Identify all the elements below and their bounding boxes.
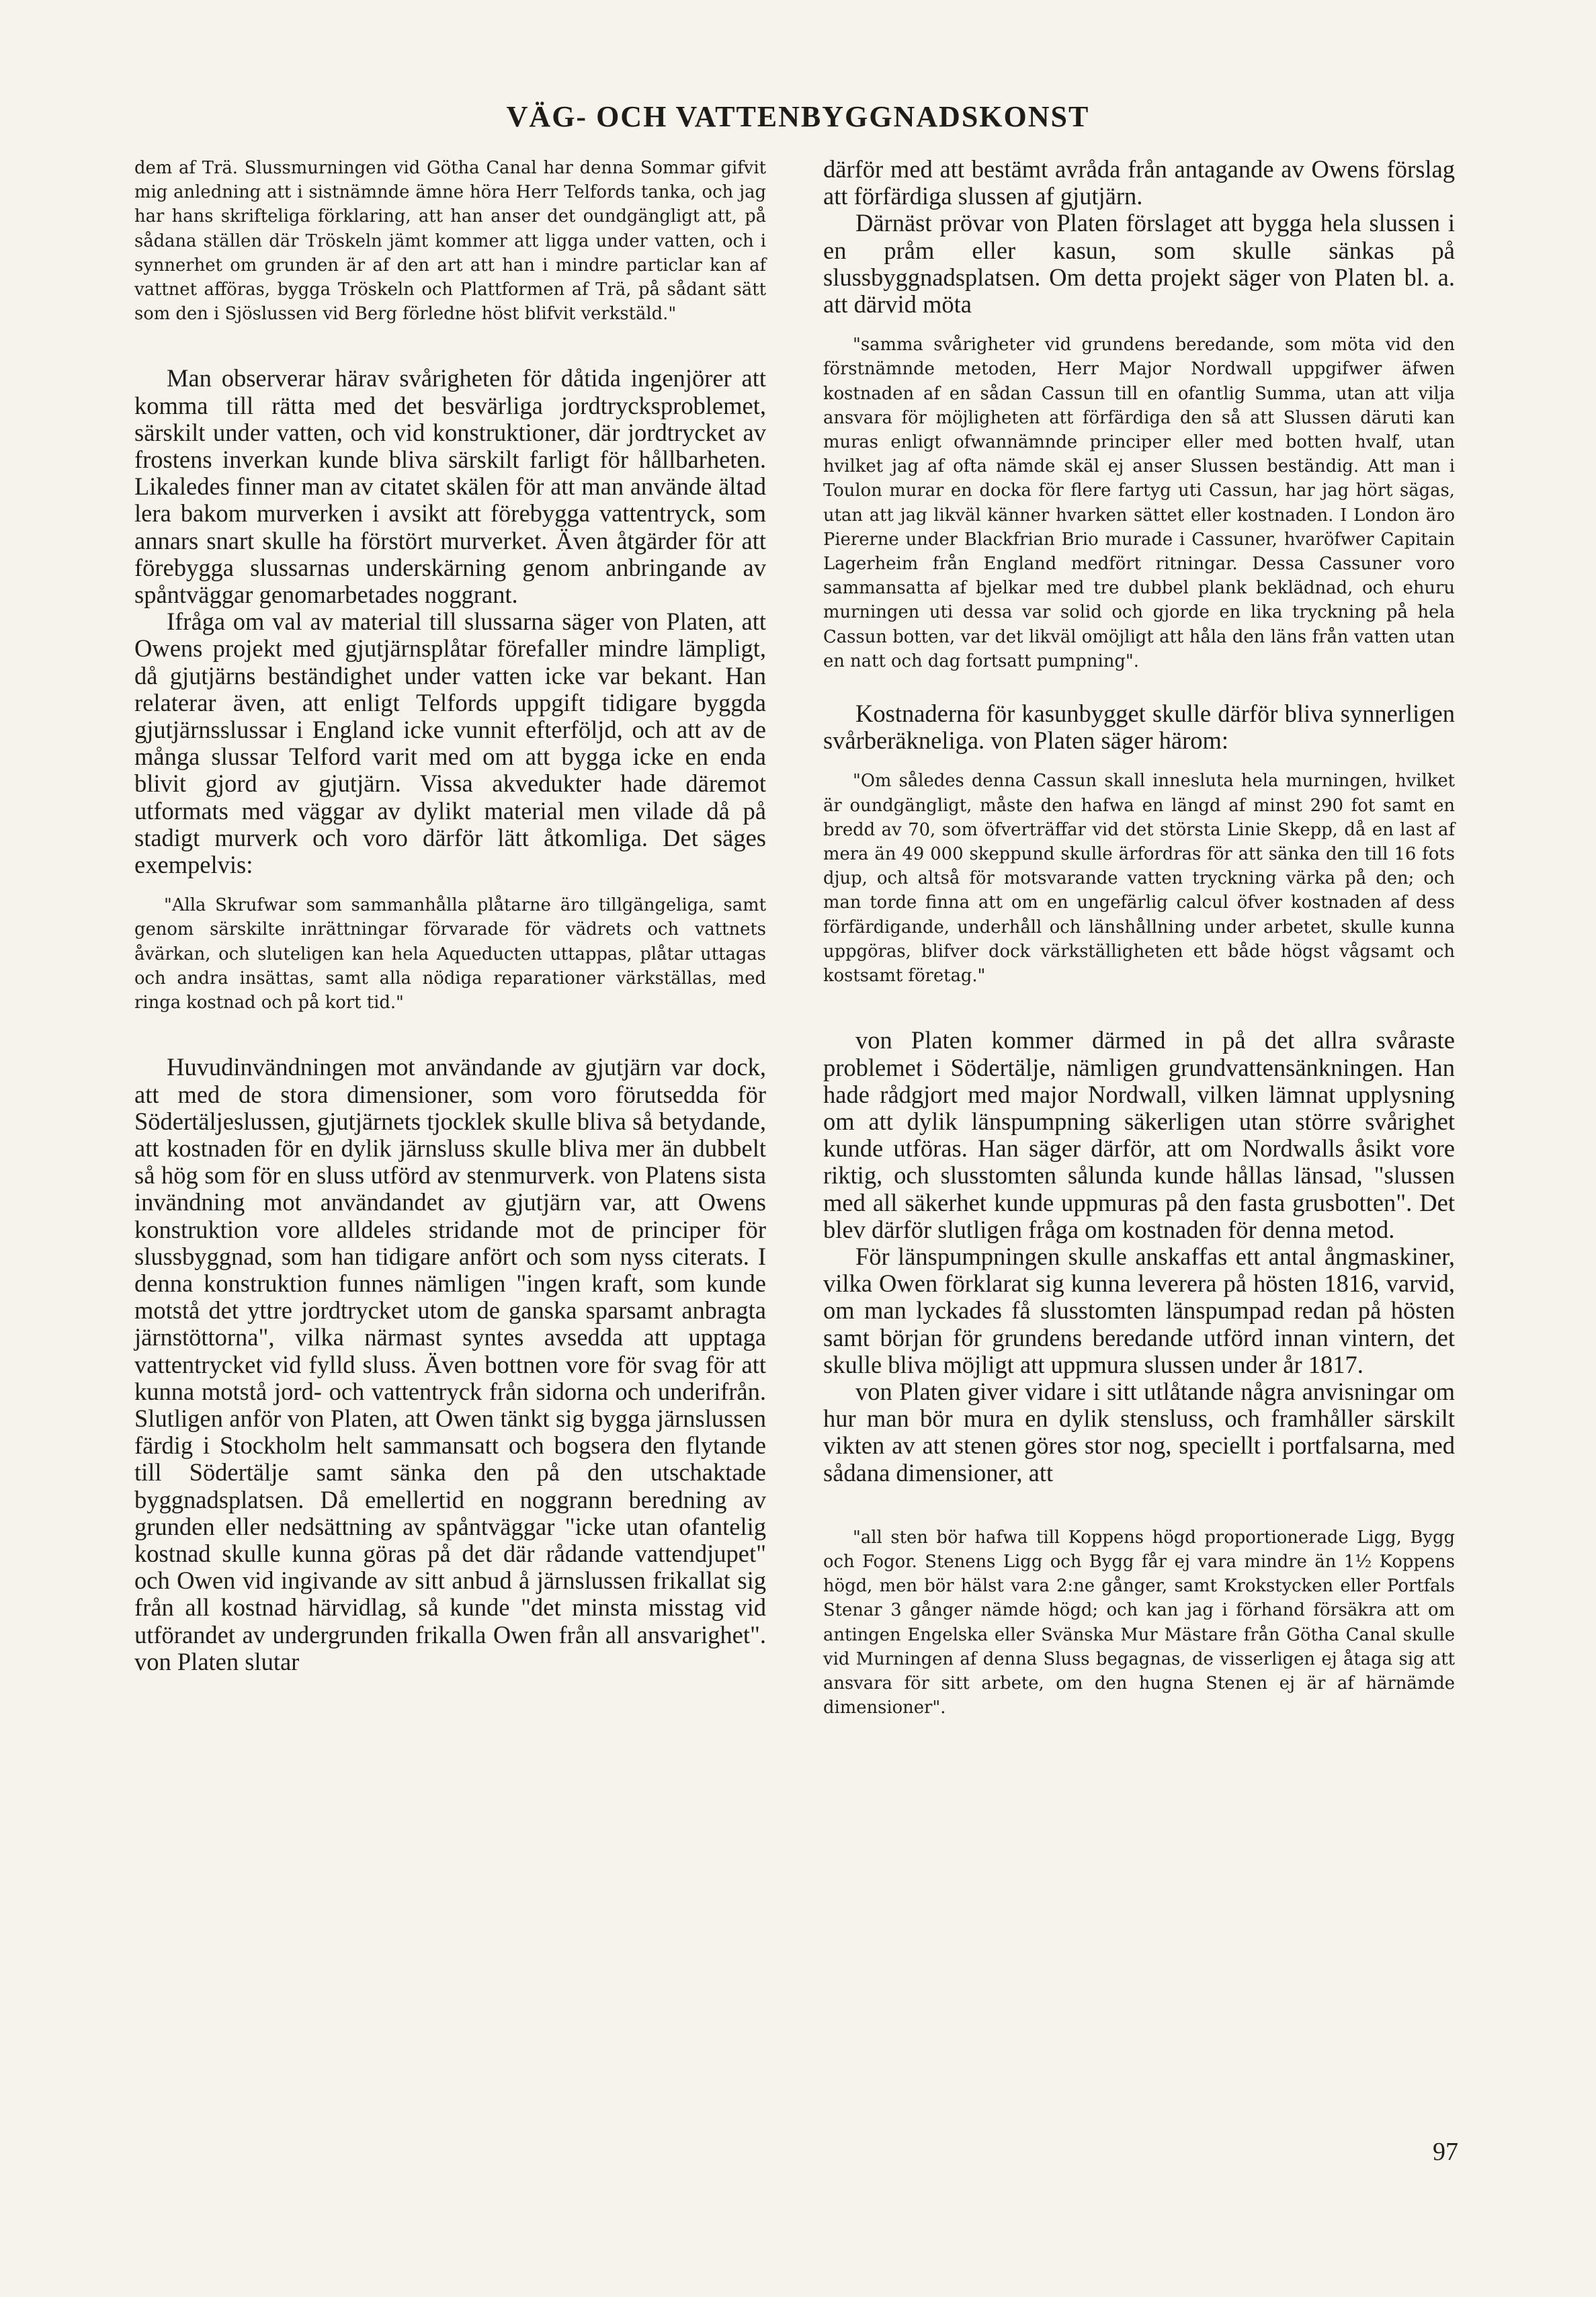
right-column: [823, 156, 1455, 1720]
quote-aqueduct: "Alla Skrufwar som sammanhålla plåtarne äro tillgängeliga, samt genom särskilte inrättningar förvarade för vädrets och vattnets åvärkan, och sluteligen kan hela Aqueducten uttappas, plåtar uttagas och andra insättas, samt alla nödiga reparationer värkställas, med ringa kostnad och på kort tid.": [134, 895, 766, 1013]
page-number: 97: [1433, 2138, 1458, 2166]
quote-telford: dem af Trä. Slussmurningen vid Götha Canal har denna Sommar gifvit mig anledning att i sistnämnde ämne höra Herr Telfords tanka, och jag har hans skrifteliga förklaring, att han anser det oundgängligt att, på sådana ställen där Tröskeln jämt kommer att ligga under vatten, och i synnerhet om grunden är af den art att han i mindre particlar kan af vattnet afföras, bygga Tröskeln och Plattformen af Trä, på sådant sätt som den i Sjöslussen vid Berg förledne höst blifvit verkstäld.": [134, 158, 766, 325]
body-paragraph: För länspumpningen skulle anskaffas ett antal ångmaskiner, vilka Owen förklarat sig kunna leverera på hösten 1816, varvid, om man lyckades få slusstomten länspumpad redan på hösten samt början för grundens beredande utförd innan vintern, det skulle bliva möjligt att uppmura slussen under år 1817.: [823, 1242, 1455, 1378]
body-paragraph: von Platen kommer därmed in på det allra svåraste problemet i Södertälje, nämligen grundvattensänkningen. Han hade rådgjort med major Nordwall, vilken lämnat upplysning om att dylik länspumpning säkerligen utan större svårighet kunde utföras. Han säger därför, att om Nordwalls åsikt vore riktig, och slusstomten sålunda kunde hållas länsad, "slussen med all säkerhet kunde uppmuras på den fasta grusbotten". Det blev därför slutligen fråga om kostnaden för denna metod.: [823, 1026, 1455, 1243]
body-paragraph: Huvudinvändningen mot användande av gjutjärn var dock, att med de stora dimensioner, som voro förutsedda för Södertäljeslussen, gjutjärnets tjocklek skulle bliva så betydande, att kostnaden för en dylik järnsluss skulle bliva mer än dubbelt så hög som för en sluss utförd av stenmurverk. von Platens sista invändning mot användandet av gjutjärn var, att Owens konstruktion vore alldeles stridande mot de principer för slussbyggnad, som han tidigare anfört och som nyss citerats. I denna konstruktion funnes nämligen "ingen kraft, som kunde motstå det yttre jordtrycket utom de ganska sparsamt anbragta järnstöttorna", vilka närmast syntes avsedda att upptaga vattentrycket vid fylld sluss. Även bottnen vore för svag för att kunna motstå jord- och vattentryck från sidorna och underifrån. Slutligen anför von Platen, att Owen tänkt sig bygga järnslussen färdig i Stockholm helt sammansatt och bogsera den flytande till Södertälje samt sänka den på den utschaktade byggnadsplatsen. Då emellertid en noggrann beredning av grunden eller nedsättning av spåntväggar "icke utan ofantelig kostnad skulle kunna göras på det där rådande vattendjupet" och Owen vid ingivande av sitt anbud å järnslussen frikallat sig från all kostnad härvidlag, så kunde "det minsta misstag vid utförandet av undergrunden frikalla Owen från all ansvarighet". von Platen slutar: [134, 1053, 766, 1675]
body-paragraph: Ifråga om val av material till slussarna säger von Platen, att Owens projekt med gjutjärnsplåtar förefaller mindre lämpligt, då gjutjärns beständighet under vatten icke var bekant. Han relaterar även, att enligt Telfords uppgift tidigare byggda gjutjärnsslussar i England icke vunnit efterföljd, och att av de många slussar Telford varit med om att bygga icke en enda blivit gjord av gjutjärn. Vissa akvedukter hade däremot utformats med väggar av dylikt material men vilade då på stadigt murverk och voro därför lätt åtkomliga. Det säges exempelvis:: [134, 608, 766, 879]
body-paragraph: därför med att bestämt avråda från antagande av Owens förslag att förfärdiga slussen af gjutjärn.: [823, 155, 1455, 210]
body-paragraph: Därnäst prövar von Platen förslaget att bygga hela slussen i en pråm eller kasun, som skulle sänkas på slussbyggnadsplatsen. Om detta projekt säger von Platen bl. a. att därvid möta: [823, 209, 1455, 319]
quote-cassun-cost: "Om således denna Cassun skall innesluta hela murningen, hvilket är oundgängligt, måste den hafwa en längd af minst 290 fot samt en bredd av 70, som öfverträffar vid det största Linie Skepp, då en last af mera än 49 000 skeppund skulle ärfordras för att sänka den till 16 fots djup, och altså för motsvarande vatten tryckning värka på den; och man torde finna att om en ungefärlig calcul öfver kostnaden af dess förfärdigande, underhåll och länshållning under arbetet, skulle kunna uppgöras, blifver dock värkställigheten ett både högst vågsamt och kostsamt företag.": [823, 771, 1455, 987]
left-column: [134, 156, 766, 1675]
body-paragraph: Kostnaderna för kasunbygget skulle därför bliva synnerligen svårberäkneliga. von Platen säger härom:: [823, 700, 1455, 755]
body-paragraph: von Platen giver vidare i sitt utlåtande några anvisningar om hur man bör mura en dylik stensluss, och framhåller särskilt vikten av att stenen göres stor nog, speciellt i portfalsarna, med sådana dimensioner, att: [823, 1377, 1455, 1487]
body-paragraph: Man observerar härav svårigheten för dåtida ingenjörer att komma till rätta med det besvärliga jordtrycksproblemet, särskilt under vatten, och vid konstruktioner, där jordtrycket av frostens inverkan kunde bliva särskilt farligt för hållbarheten. Likaledes finner man av citatet skälen för att man använde ältad lera bakom murverken i avsikt att förebygga vattentryck, som annars snart skulle ha förstört murverket. Även åtgärder för att förebygga slussarnas underskärning genom anbringande av spåntväggar genomarbetades noggrant.: [134, 364, 766, 609]
quote-cassun: "samma svårigheter vid grundens beredande, som möta vid den förstnämnde metoden, Herr Major Nordwall uppgifwer äfwen kostnaden af en sådan Cassun till en ofantlig Summa, utan att vilja ansvara för möjligheten att förfärdiga den så att Slussen däruti kan muras enligt ofwannämnde principer eller med botten hvalf, utan hvilket jag af ofta nämde skäl ej anser Slussen beständig. Att man i Toulon murar en docka för flere fartyg uti Cassun, har jag hört sägas, utan att jag likväl känner hvarken sättet eller kostnaden. I London äro Piererne under Blackfrian Brio murade i Cassuner, hvaröfwer Capitain Lagerheim från England medfört ritningar. Dessa Cassuner voro sammansatta af bjelkar med tre dubbel plank beklädnad, och ehuru murningen uti dessa var solid och gjorde en lika tryckning på hela Cassun botten, var det likväl omöjligt att håla den läns från vatten utan en natt och dag fortsatt pumpning".: [823, 335, 1455, 671]
running-head: VÄG- OCH VATTENBYGGNADSKONST: [506, 100, 1090, 133]
quote-stone-dimensions: "all sten bör hafwa till Koppens högd proportionerade Ligg, Bygg och Fogor. Stenens Ligg och Bygg får ej vara mindre än 1½ Koppens högd, men bör hälst vara 2:ne gånger, samt Krokstycken eller Portfals Stenar 3 gånger nämde högd; och kan jag i förhand försäkra att om antingen Engelska eller Svänska Mur Mästare från Götha Canal skulle vid Murningen af denna Sluss begagnas, de visserligen ej åtaga sig att ansvara för sitt arbete, om den hugna Stenen ej är af härnämde dimensioner".: [823, 1527, 1455, 1718]
